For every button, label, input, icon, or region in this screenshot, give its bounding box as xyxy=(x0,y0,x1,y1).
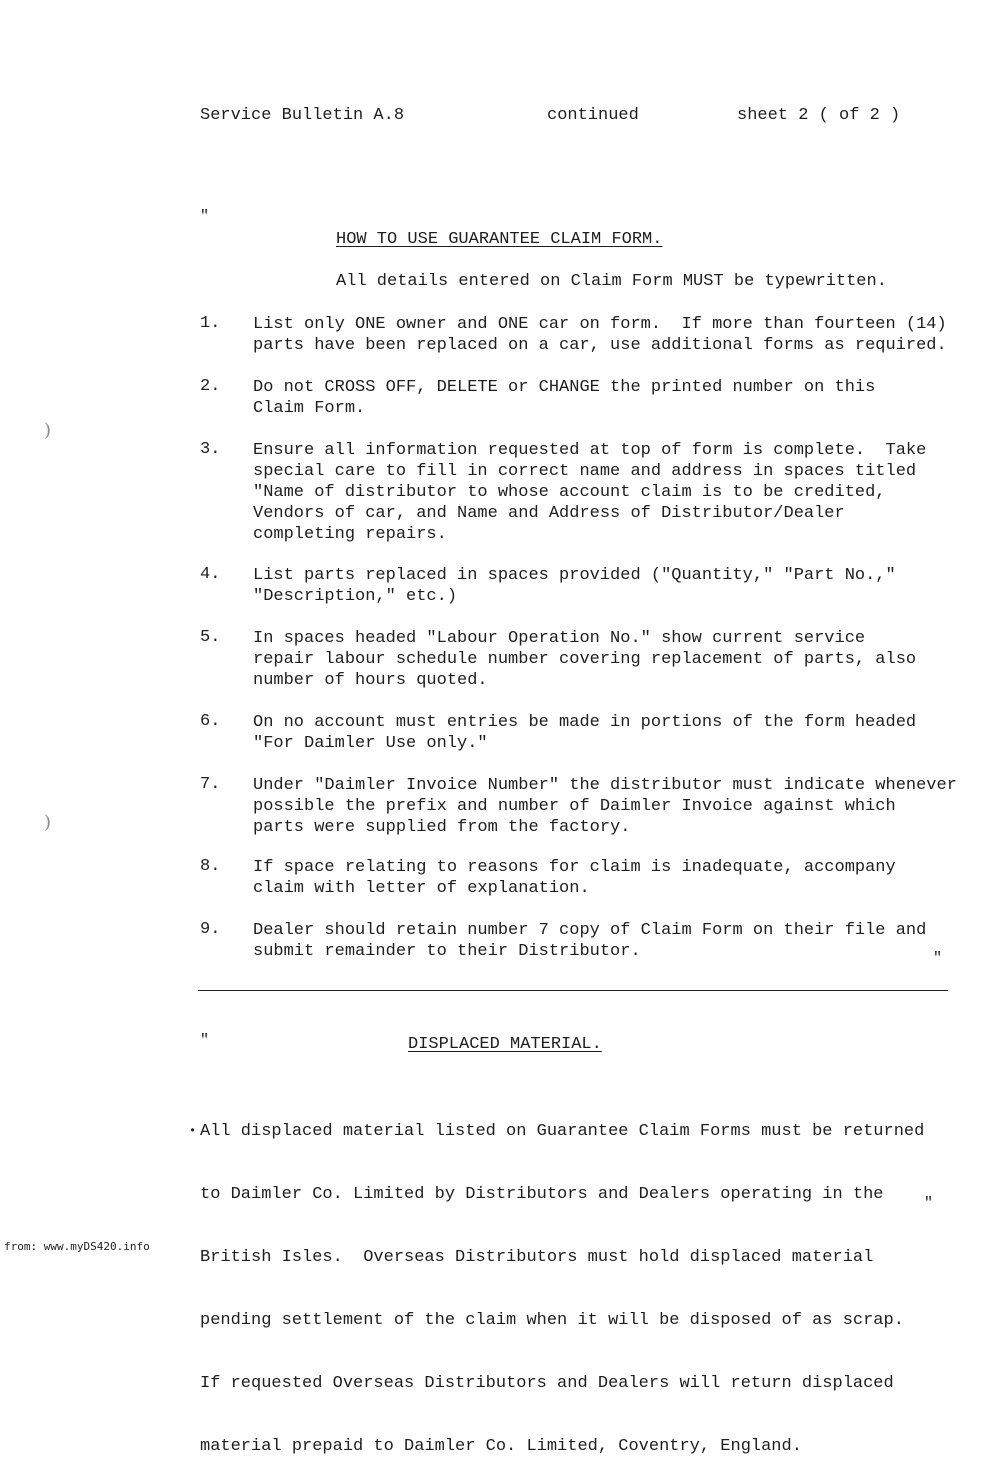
list-item-line: "For Daimler Use only." xyxy=(253,734,488,753)
opening-quote-mark: " xyxy=(200,1032,210,1049)
item-number: 5. xyxy=(200,628,221,647)
section-title-displaced-material: DISPLACED MATERIAL. xyxy=(408,1035,602,1054)
list-item-line: In spaces headed "Labour Operation No." show current service xyxy=(253,629,866,648)
section-intro: All details entered on Claim Form MUST be typewritten. xyxy=(336,272,887,291)
list-item xyxy=(253,628,916,691)
list-item xyxy=(253,565,896,607)
list-item-line: submit remainder to their Distributor. xyxy=(253,942,641,961)
item-number: 4. xyxy=(200,565,221,584)
list-item xyxy=(253,377,875,419)
opening-quote-mark: " xyxy=(200,208,210,225)
item-number: 8. xyxy=(200,857,221,876)
paragraph-line: material prepaid to Daimler Co. Limited, Coventry, England. xyxy=(200,1437,802,1456)
list-item-line: "Description," etc.) xyxy=(253,587,458,606)
margin-bracket-mark: ) xyxy=(44,812,52,833)
item-number: 2. xyxy=(200,377,221,396)
displaced-material-paragraph xyxy=(200,1079,924,1478)
list-item-line: Dealer should retain number 7 copy of Claim Form on their file and xyxy=(253,921,927,940)
paragraph-line: British Isles. Overseas Distributors must hold displaced material xyxy=(200,1248,874,1267)
list-item-line: List parts replaced in spaces provided ("Quantity," "Part No.," xyxy=(253,566,896,585)
item-number: 3. xyxy=(200,440,221,459)
sheet-number: sheet 2 ( of 2 ) xyxy=(737,106,901,125)
paragraph-line: If requested Overseas Distributors and Dealers will return displaced xyxy=(200,1374,894,1393)
list-item-line: number of hours quoted. xyxy=(253,671,488,690)
section-title-guarantee-claim: HOW TO USE GUARANTEE CLAIM FORM. xyxy=(336,230,663,249)
list-item-line: Claim Form. xyxy=(253,399,366,418)
list-item-line: Ensure all information requested at top of form is complete. Take xyxy=(253,441,927,460)
list-item-line: parts were supplied from the factory. xyxy=(253,818,631,837)
bulletin-reference: Service Bulletin A.8 xyxy=(200,106,405,125)
section-divider xyxy=(198,990,948,991)
bullet-mark: • xyxy=(189,1124,197,1138)
list-item-line: Under "Daimler Invoice Number" the distributor must indicate whenever xyxy=(253,776,957,795)
paragraph-line: pending settlement of the claim when it will be disposed of as scrap. xyxy=(200,1311,904,1330)
list-item-line: "Name of distributor to whose account claim is to be credited, xyxy=(253,483,886,502)
item-number: 9. xyxy=(200,920,221,939)
continued-label: continued xyxy=(547,106,639,125)
list-item-line: parts have been replaced on a car, use additional forms as required. xyxy=(253,336,947,355)
closing-quote-mark: " xyxy=(924,1195,934,1212)
closing-quote-mark: " xyxy=(933,950,943,967)
list-item xyxy=(253,920,926,962)
paragraph-line: All displaced material listed on Guarantee Claim Forms must be returned xyxy=(200,1122,925,1141)
list-item xyxy=(253,712,916,754)
list-item-line: claim with letter of explanation. xyxy=(253,879,590,898)
list-item xyxy=(253,775,957,838)
margin-bracket-mark: ) xyxy=(44,420,52,441)
list-item-line: If space relating to reasons for claim is inadequate, accompany xyxy=(253,858,896,877)
list-item-line: Do not CROSS OFF, DELETE or CHANGE the printed number on this xyxy=(253,378,876,397)
list-item-line: Vendors of car, and Name and Address of Distributor/Dealer xyxy=(253,504,845,523)
list-item xyxy=(253,440,926,545)
list-item xyxy=(253,314,947,356)
list-item-line: List only ONE owner and ONE car on form. If more than fourteen (14) xyxy=(253,315,947,334)
item-number: 1. xyxy=(200,314,221,333)
list-item-line: repair labour schedule number covering replacement of parts, also xyxy=(253,650,917,669)
list-item xyxy=(253,857,896,899)
paragraph-line: to Daimler Co. Limited by Distributors and Dealers operating in the xyxy=(200,1185,884,1204)
list-item-line: completing repairs. xyxy=(253,525,447,544)
source-footer: from: www.myDS420.info xyxy=(4,1240,150,1253)
list-item-line: On no account must entries be made in portions of the form headed xyxy=(253,713,917,732)
item-number: 6. xyxy=(200,712,221,731)
list-item-line: special care to fill in correct name and address in spaces titled xyxy=(253,462,917,481)
item-number: 7. xyxy=(200,775,221,794)
list-item-line: possible the prefix and number of Daimler Invoice against which xyxy=(253,797,896,816)
